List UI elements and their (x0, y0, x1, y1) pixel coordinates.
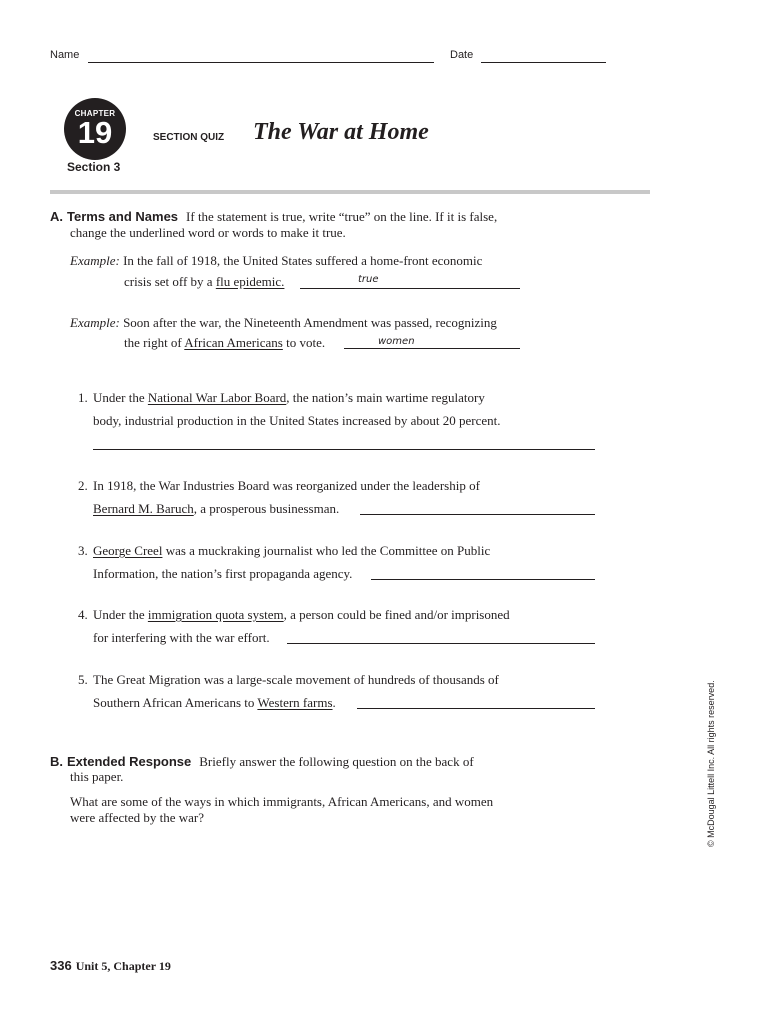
question-2-underlined-term: Bernard M. Baruch (93, 501, 194, 516)
question-5-line-1: The Great Migration was a large-scale movement of hundreds of thousands of (93, 672, 499, 687)
name-label: Name (50, 49, 80, 61)
example-2-label: Example: (70, 315, 120, 330)
part-a-instructions-2: change the underlined word or words to make it true. (70, 225, 346, 240)
chapter-number: 19 (77, 115, 113, 150)
question-number: 5. (78, 672, 88, 687)
example-2-line-2 (124, 335, 325, 351)
question-1-line-2: body, industrial production in the United States increased by about 20 percent. (93, 413, 501, 428)
example-2-text-2: the right of (124, 335, 185, 350)
part-b-title: Extended Response (67, 754, 192, 769)
example-2-answer: women (378, 336, 415, 347)
question-5-text: . (332, 695, 336, 710)
chapter-badge (64, 98, 126, 160)
question-1-text: Under the (93, 390, 148, 405)
question-4-line-1 (93, 607, 510, 623)
question-number: 3. (78, 543, 88, 558)
example-2-answer-line (344, 348, 520, 349)
question-1-line-1 (93, 390, 485, 406)
question-2-answer-field[interactable] (360, 514, 595, 515)
question-4-line-2: for interfering with the war effort. (93, 630, 270, 645)
question-5-text: Southern African Americans to (93, 695, 258, 710)
example-2-text-1: Soon after the war, the Nineteenth Amendment was passed, recognizing (123, 315, 497, 330)
question-number: 1. (78, 390, 88, 405)
example-2-line-1 (70, 315, 497, 331)
header-divider (50, 190, 650, 194)
chapter-label: CHAPTER (74, 109, 116, 118)
part-a-title: Terms and Names (67, 209, 179, 224)
part-b-question-1: What are some of the ways in which immigrants, African Americans, and women (70, 794, 494, 809)
part-b-question-2: were affected by the war? (70, 810, 205, 825)
question-5-underlined-term: Western farms (257, 695, 333, 710)
part-a-heading (50, 208, 497, 226)
example-2-underlined-term: African Americans (184, 335, 283, 350)
section-label: Section 3 (67, 160, 121, 174)
part-b-letter: B. (50, 754, 63, 769)
question-1-answer-field[interactable] (93, 449, 595, 450)
date-label: Date (450, 49, 474, 61)
example-1-underlined-term: flu epidemic. (215, 274, 285, 289)
name-field[interactable] (88, 62, 434, 63)
part-a-letter: A. (50, 209, 63, 224)
question-4-text: , a person could be fined and/or imprisoned (283, 607, 510, 622)
question-1-underlined-term: National War Labor Board (147, 390, 287, 405)
page-number: 336 (50, 958, 72, 973)
page-title: The War at Home (253, 119, 429, 145)
example-1-text-1: In the fall of 1918, the United States suffered a home-front economic (123, 253, 483, 268)
example-1-line-2 (124, 274, 284, 290)
part-a-instructions-1: If the statement is true, write “true” on the line. If it is false, (186, 209, 498, 224)
question-3-underlined-term: George Creel (93, 543, 163, 558)
question-5-line-2 (93, 695, 336, 711)
unit-label: Unit 5, Chapter 19 (75, 959, 171, 973)
example-1-line-1 (70, 253, 482, 269)
example-1-answer-line (300, 288, 520, 289)
question-4-text: Under the (93, 607, 148, 622)
question-3-line-1 (93, 543, 490, 559)
question-number: 4. (78, 607, 88, 622)
question-4-answer-field[interactable] (287, 643, 595, 644)
question-1-text: , the nation’s main wartime regulatory (286, 390, 485, 405)
question-2-line-1: In 1918, the War Industries Board was reorganized under the leadership of (93, 478, 480, 493)
question-2-text: , a prosperous businessman. (193, 501, 340, 516)
question-number: 2. (78, 478, 88, 493)
date-field[interactable] (481, 62, 606, 63)
part-b-instructions-2: this paper. (70, 769, 124, 784)
question-2-line-2 (93, 501, 339, 517)
page-footer (50, 957, 171, 975)
question-3-line-2: Information, the nation’s first propaganda agency. (93, 566, 353, 581)
part-b-instructions-1: Briefly answer the following question on the back of (199, 754, 474, 769)
example-2-text-3: to vote. (282, 335, 326, 350)
question-3-text: was a muckraking journalist who led the Committee on Public (162, 543, 491, 558)
question-3-answer-field[interactable] (371, 579, 595, 580)
example-1-label: Example: (70, 253, 120, 268)
example-1-text-2: crisis set off by a (124, 274, 216, 289)
section-quiz-label: SECTION QUIZ (153, 132, 225, 143)
question-4-underlined-term: immigration quota system (147, 607, 284, 622)
example-1-answer: true (358, 274, 379, 285)
copyright-notice: © McDougal Littell Inc. All rights reserved. (706, 680, 716, 847)
question-5-answer-field[interactable] (357, 708, 595, 709)
